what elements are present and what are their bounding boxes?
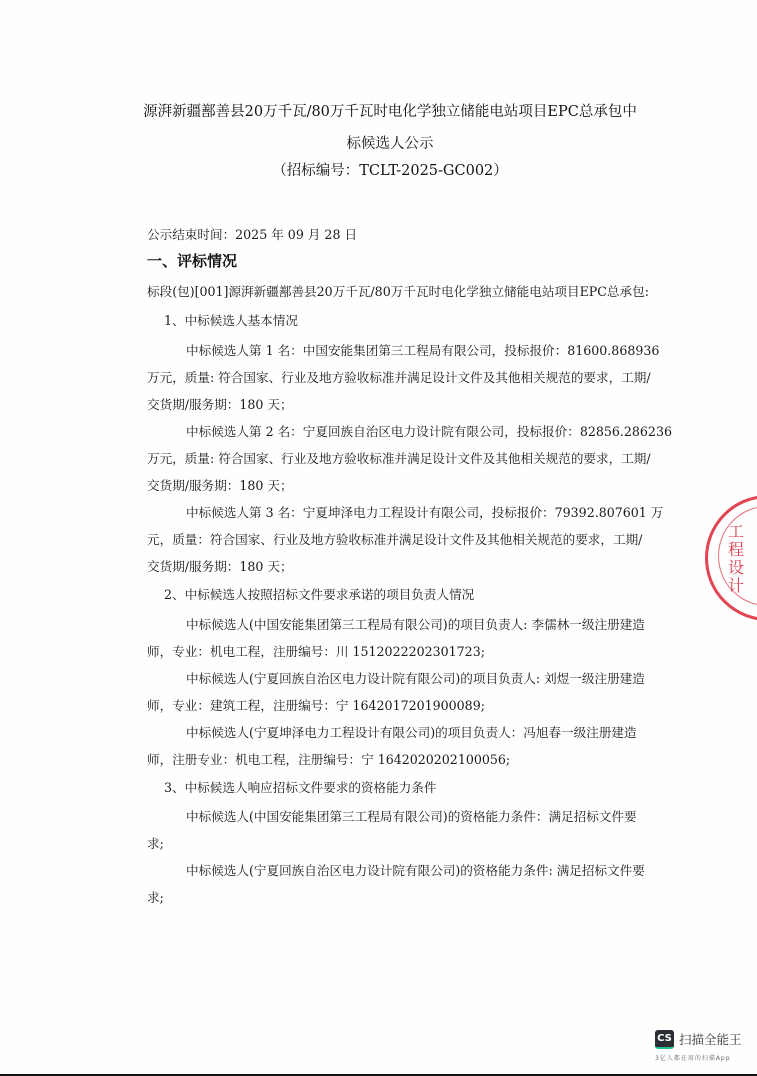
watermark-tagline: 3亿人都在用的扫描App <box>655 1055 731 1062</box>
candidate-3-line1: 中标候选人第 3 名：宁夏坤泽电力工程设计有限公司，投标报价：79392.807601 万 <box>186 505 664 520</box>
manager-2-line2: 师，专业：建筑工程，注册编号：宁 1642017201900089; <box>147 698 485 713</box>
section-heading-evaluation: 一、评标情况 <box>147 252 238 270</box>
subsection-3-heading: 3、中标候选人响应招标文件要求的资格能力条件 <box>164 780 437 795</box>
candidate-2-line2: 万元，质量: 符合国家、行业及地方验收标准并满足设计文件及其他相关规范的要求，工期/ <box>147 451 651 466</box>
announcement-end-time: 公示结束时间：2025 年 09 月 28 日 <box>147 227 358 242</box>
document-title-line1: 源湃新疆鄯善县20万千瓦/80万千瓦时电化学独立储能电站项目EPC总承包中 <box>143 104 637 120</box>
candidate-2-line1: 中标候选人第 2 名：宁夏回族自治区电力设计院有限公司，投标报价：82856.286236 <box>186 424 672 439</box>
manager-1-line1: 中标候选人(中国安能集团第三工程局有限公司)的项目负责人: 李儒林一级注册建造 <box>186 617 645 632</box>
manager-1-line2: 师，专业：机电工程，注册编号：川 1512022202301723; <box>147 644 485 659</box>
qualification-2-line1: 中标候选人(宁夏回族自治区电力设计院有限公司)的资格能力条件: 满足招标文件要 <box>186 863 645 878</box>
candidate-1-line1: 中标候选人第 1 名：中国安能集团第三工程局有限公司，投标报价：81600.868936 <box>186 343 660 358</box>
qualification-1-line2: 求; <box>147 836 164 851</box>
camscanner-logo-icon: CS <box>655 1030 674 1049</box>
lot-description: 标段(包)[001]源湃新疆鄯善县20万千瓦/80万千瓦时电化学独立储能电站项目EPC总承包: <box>147 284 649 299</box>
company-seal-stamp <box>705 495 757 621</box>
watermark-app-name: 扫描全能王 <box>679 1032 742 1047</box>
manager-3-line1: 中标候选人(宁夏坤泽电力工程设计有限公司)的项目负责人：冯旭春一级注册建造 <box>186 725 637 740</box>
seal-text: 工程设计 <box>728 522 745 595</box>
qualification-1-line1: 中标候选人(中国安能集团第三工程局有限公司)的资格能力条件：满足招标文件要 <box>186 809 637 824</box>
document-title-line2: 标候选人公示 <box>346 136 434 152</box>
camscanner-watermark <box>655 1030 755 1070</box>
candidate-3-line3: 交货期/服务期：180 天； <box>147 559 293 574</box>
subsection-2-heading: 2、中标候选人按照招标文件要求承诺的项目负责人情况 <box>164 587 475 602</box>
candidate-3-line2: 元，质量：符合国家、行业及地方验收标准并满足设计文件及其他相关规范的要求，工期/ <box>147 532 643 547</box>
qualification-2-line2: 求; <box>147 890 164 905</box>
manager-2-line1: 中标候选人(宁夏回族自治区电力设计院有限公司)的项目负责人: 刘煜一级注册建造 <box>186 671 645 686</box>
subsection-1-heading: 1、中标候选人基本情况 <box>164 313 298 328</box>
candidate-2-line3: 交货期/服务期：180 天； <box>147 478 293 493</box>
manager-3-line2: 师，注册专业：机电工程，注册编号：宁 1642020202100056; <box>147 752 511 767</box>
candidate-1-line3: 交货期/服务期：180 天； <box>147 397 293 412</box>
candidate-1-line2: 万元，质量: 符合国家、行业及地方验收标准并满足设计文件及其他相关规范的要求，工期/ <box>147 370 651 385</box>
tender-number: （招标编号：TCLT-2025-GC002） <box>272 163 508 179</box>
